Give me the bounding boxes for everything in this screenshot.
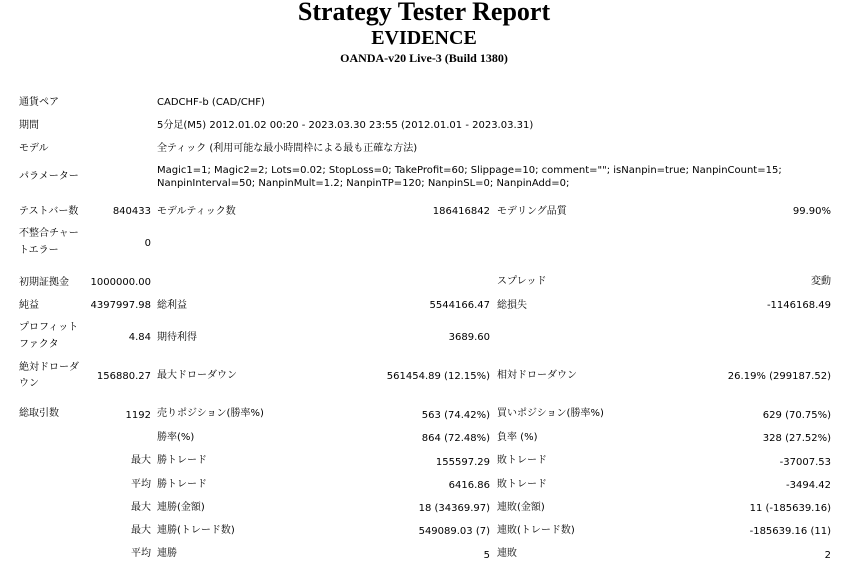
mismatch-value: 0 (144, 238, 151, 249)
abs-drawdown-value: 156880.27 (96, 371, 151, 382)
gross-profit-label: 総利益 (157, 300, 187, 311)
params-label: パラメーター (19, 171, 79, 182)
pair-label: 通貨ペア (19, 97, 59, 108)
gross-loss-label: 総損失 (497, 300, 527, 311)
ticks-value: 186416842 (432, 206, 490, 217)
deposit-label: 初期証拠金 (19, 277, 69, 288)
rel-drawdown-label: 相対ドローダウン (497, 370, 577, 381)
short-positions-label: 売りポジション(勝率%) (157, 408, 264, 419)
period-value: 5分足(M5) 2012.01.02 00:20 - 2023.03.30 23:55 (2012.01.01 - 2023.03.31) (157, 120, 534, 131)
largest-loss-label: 敗トレード (497, 455, 547, 466)
max-consec-loss-value: -185639.16 (11) (749, 526, 831, 537)
mismatch-label-line-1: 不整合チャー (19, 228, 79, 239)
max-drawdown-label: 最大ドローダウン (157, 370, 237, 381)
period-label: 期間 (19, 120, 39, 131)
max-drawdown-value: 561454.89 (12.15%) (386, 371, 490, 382)
long-positions-value: 629 (70.75%) (762, 410, 831, 421)
quality-label: モデリング品質 (497, 206, 567, 217)
bars-label: テストバー数 (19, 206, 79, 217)
long-positions-label: 買いポジション(勝率%) (497, 408, 604, 419)
average-win-label: 勝トレード (157, 479, 207, 490)
total-trades-value: 1192 (125, 410, 151, 421)
short-positions-value: 563 (74.42%) (421, 410, 490, 421)
server-info: OANDA-v20 Live-3 (Build 1380) (340, 51, 508, 65)
mismatch-label-line-2: トエラー (19, 245, 59, 256)
model-value: 全ティック (利用可能な最小時間枠による最も正確な方法) (157, 143, 418, 154)
largest-loss-value: -37007.53 (779, 457, 831, 468)
row-prefix: 最大 (131, 455, 151, 466)
pair-value: CADCHF-b (CAD/CHF) (157, 97, 265, 108)
avg-consec-wins-value: 5 (483, 550, 490, 561)
deposit-value: 1000000.00 (90, 277, 151, 288)
net-profit-label: 純益 (19, 300, 39, 311)
expected-payoff-value: 3689.60 (448, 332, 490, 343)
average-loss-value: -3494.42 (786, 480, 831, 491)
row-prefix: 最大 (131, 502, 151, 513)
row-prefix: 平均 (131, 548, 151, 559)
profit-factor-label-line-1: プロフィット (19, 322, 79, 333)
spread-label: スプレッド (497, 276, 547, 287)
params-line-2: NanpinInterval=50; NanpinMult=1.2; NanpinTP=120; NanpinSL=0; NanpinAdd=0; (157, 178, 570, 189)
rel-drawdown-value: 26.19% (299187.52) (727, 371, 831, 382)
net-profit-value: 4397997.98 (90, 300, 151, 311)
largest-win-label: 勝トレード (157, 455, 207, 466)
max-consec-profit-label: 連勝(トレード数) (157, 525, 235, 536)
profit-factor-value: 4.84 (128, 332, 151, 343)
quality-value: 99.90% (792, 206, 831, 217)
win-rate-value: 864 (72.48%) (421, 433, 490, 444)
max-consec-losses-value: 11 (-185639.16) (749, 503, 831, 514)
params-line-1: Magic1=1; Magic2=2; Lots=0.02; StopLoss=0; TakeProfit=60; Slippage=10; comment=""; isNanpin=true; NanpinCount=15; (157, 165, 782, 176)
largest-win-value: 155597.29 (435, 457, 490, 468)
avg-consec-wins-label: 連勝 (157, 548, 177, 559)
max-consec-loss-label: 連敗(トレード数) (497, 525, 575, 536)
average-loss-label: 敗トレード (497, 479, 547, 490)
max-consec-profit-value: 549089.03 (7) (418, 526, 490, 537)
model-label: モデル (19, 143, 49, 154)
bars-value: 840433 (112, 206, 151, 217)
max-consec-wins-value: 18 (34369.97) (418, 503, 490, 514)
report-subtitle: EVIDENCE (371, 27, 477, 49)
gross-profit-value: 5544166.47 (429, 300, 490, 311)
avg-consec-losses-value: 2 (824, 550, 831, 561)
spread-value: 変動 (811, 276, 831, 287)
total-trades-label: 総取引数 (19, 408, 59, 419)
abs-drawdown-label-line-1: 絶対ドローダ (19, 362, 79, 373)
loss-rate-value: 328 (27.52%) (762, 433, 831, 444)
gross-loss-value: -1146168.49 (766, 300, 831, 311)
abs-drawdown-label-line-2: ウン (19, 378, 39, 389)
expected-payoff-label: 期待利得 (157, 332, 197, 343)
report-title: Strategy Tester Report (297, 0, 551, 26)
loss-rate-label: 負率 (%) (497, 432, 538, 443)
row-prefix: 平均 (131, 479, 151, 490)
win-rate-label: 勝率(%) (157, 432, 195, 443)
ticks-label: モデルティック数 (157, 206, 236, 217)
max-consec-wins-label: 連勝(金額) (157, 502, 205, 513)
average-win-value: 6416.86 (448, 480, 490, 491)
row-prefix: 最大 (131, 525, 151, 536)
max-consec-losses-label: 連敗(金額) (497, 502, 545, 513)
avg-consec-losses-label: 連敗 (497, 548, 517, 559)
profit-factor-label-line-2: ファクタ (19, 339, 59, 350)
